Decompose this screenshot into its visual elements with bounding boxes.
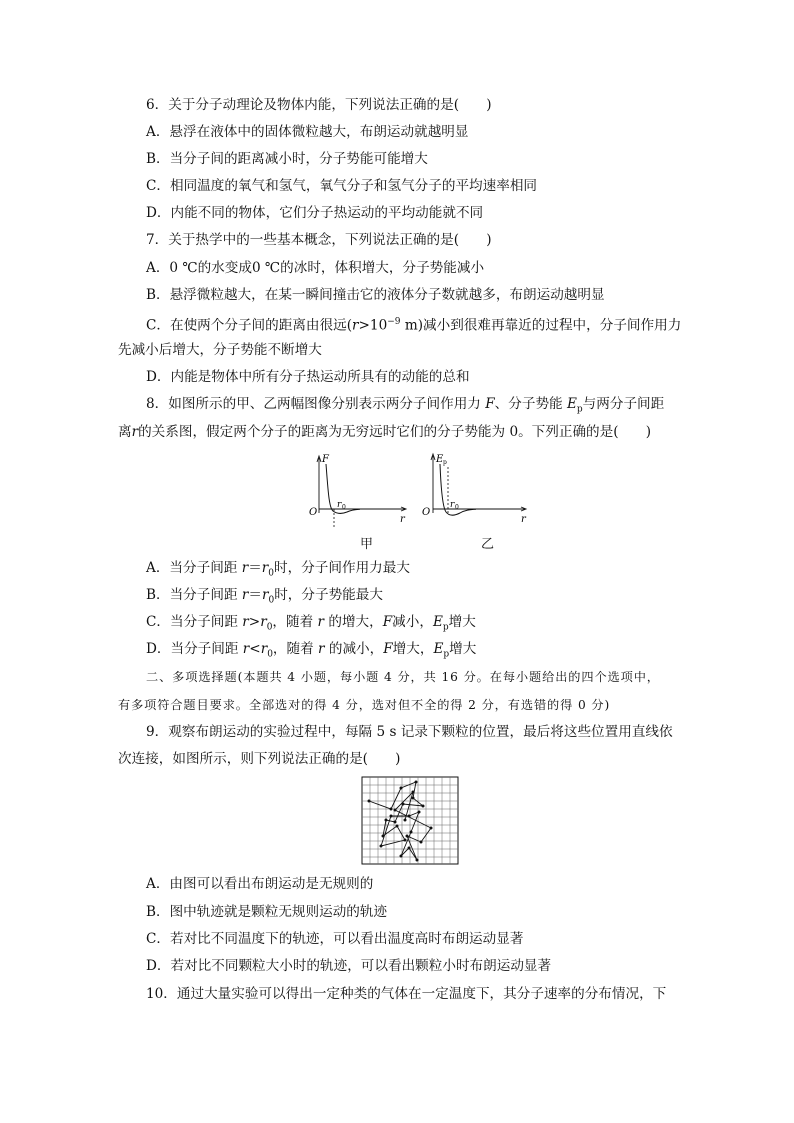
var-r: r <box>241 587 249 603</box>
var-r: r <box>242 641 250 657</box>
text: ＝ <box>248 560 262 576</box>
text: < <box>249 641 261 657</box>
text: 8．如图所示的甲、乙两幅图像分别表示两分子间作用力 <box>146 396 481 412</box>
origin-label: O <box>309 507 318 518</box>
text: 增大 <box>448 614 476 630</box>
q9-option-d: D．若对比不同颗粒大小时的轨迹，可以看出颗粒小时布朗运动显著 <box>146 958 552 974</box>
figure-caption-jia: 甲 <box>360 537 374 552</box>
x-axis-label: r <box>400 514 405 525</box>
text: 与两分子间距 <box>582 396 665 412</box>
text: 增大， <box>392 641 434 657</box>
q8-stem-line2 <box>118 422 651 442</box>
q6-stem: 6．关于分子动理论及物体内能，下列说法正确的是( ) <box>146 97 492 113</box>
q8-stem-line1 <box>146 394 664 420</box>
var-r: r <box>318 641 325 657</box>
r0-subscript: 0 <box>342 504 346 511</box>
var-E: E <box>432 614 443 630</box>
q7-option-d: D．内能是物体中所有分子热运动所具有的动能的总和 <box>146 369 470 385</box>
q7-option-c-line2: 先减小后增大，分子势能不断增大 <box>118 342 322 358</box>
section-two-heading-line1: 二、多项选择题(本题共 4 小题，每小题 4 分，共 16 分。在每小题给出的四个选项中， <box>146 670 660 684</box>
section-two-heading-line2: 有多项符合题目要求。全部选对的得 4 分，选对但不全的得 2 分，有选错的得 0 分) <box>118 698 611 712</box>
r0-subscript: 0 <box>455 504 459 511</box>
q9-option-a: A．由图可以看出布朗运动是无规则的 <box>146 876 374 892</box>
q6-option-b: B．当分子间的距离减小时，分子势能可能增大 <box>146 151 428 167</box>
text: 的增大， <box>324 614 383 630</box>
r0-label: r <box>450 500 455 510</box>
q8-option-c <box>146 612 476 638</box>
q9-option-c: C．若对比不同温度下的轨迹，可以看出温度高时布朗运动显著 <box>146 931 524 947</box>
text: ，随着 <box>272 614 318 630</box>
text: ，随着 <box>272 641 319 657</box>
var-F: F <box>485 396 495 412</box>
var-r: r <box>317 614 325 630</box>
y-axis-subscript: p <box>443 459 447 466</box>
q9-stem-line2: 次连接，如图所示，则下列说法正确的是( ) <box>118 751 401 767</box>
text: 时，分子势能最大 <box>274 587 383 603</box>
text: 减小， <box>392 614 433 630</box>
q7-option-a: A．0 ℃的水变成0 ℃的冰时，体积增大，分子势能减小 <box>146 260 485 276</box>
text: A．当分子间距 <box>146 560 242 576</box>
text: 的关系图，假定两个分子的距离为无穷远时它们的分子势能为 0。下列正确的是( ) <box>138 424 652 440</box>
text: C．当分子间距 <box>146 614 243 630</box>
exponent: −9 <box>387 317 401 327</box>
q8-option-d <box>146 639 476 665</box>
text: >10 <box>358 317 388 334</box>
text: ＝ <box>248 587 262 603</box>
r0-label: r <box>337 500 342 510</box>
var-r0: r <box>260 614 267 630</box>
text: C．在使两个分子间的距离由很远( <box>146 317 353 334</box>
q7-stem: 7．关于热学中的一些基本概念，下列说法正确的是( ) <box>146 232 492 248</box>
text: B．当分子间距 <box>146 587 242 603</box>
figure-force-curve <box>306 450 410 530</box>
q9-option-b: B．图中轨迹就是颗粒无规则运动的轨迹 <box>146 904 388 920</box>
y-axis-label: F <box>322 454 329 465</box>
q9-stem-line1: 9．观察布朗运动的实验过程中，每隔 5 s 记录下颗粒的位置，最后将这些位置用直线依 <box>146 724 673 740</box>
text: 的减小， <box>324 641 384 657</box>
y-axis-label: E <box>436 454 444 465</box>
subscript: p <box>576 404 583 415</box>
text: 增大 <box>449 641 477 657</box>
q7-option-b: B．悬浮微粒越大，在某一瞬间撞击它的液体分子数就越多，布朗运动越明显 <box>146 287 605 303</box>
var-E: E <box>433 641 444 657</box>
text: D．当分子间距 <box>146 641 243 657</box>
text: > <box>248 614 261 630</box>
q10-stem-line1: 10．通过大量实验可以得出一定种类的气体在一定温度下，其分子速率的分布情况，下 <box>146 986 667 1002</box>
subscript: p <box>443 649 450 660</box>
var-E: E <box>566 396 577 412</box>
subscript: p <box>442 622 449 633</box>
text: m)减小到很难再靠近的过程中，分子间作用力 <box>400 317 682 334</box>
var-r0: r <box>261 587 269 603</box>
q6-option-d: D．内能不同的物体，它们分子热运动的平均动能就不同 <box>146 205 484 221</box>
origin-label: O <box>422 507 431 518</box>
x-axis-label: r <box>521 514 526 525</box>
figure-brownian-grid <box>361 776 459 865</box>
q8-option-a <box>146 558 410 584</box>
var-r: r <box>131 424 139 440</box>
q6-option-c: C．相同温度的氧气和氢气，氧气分子和氢气分子的平均速率相同 <box>146 178 538 194</box>
q8-option-b <box>146 585 383 611</box>
var-r0: r <box>261 560 269 576</box>
subscript: 0 <box>267 649 273 660</box>
var-F: F <box>383 641 393 657</box>
text: 离 <box>118 424 132 440</box>
var-F: F <box>382 614 393 630</box>
var-r: r <box>242 614 249 630</box>
var-r0: r <box>260 641 268 657</box>
text: 时，分子间作用力最大 <box>274 560 410 576</box>
text: 、分子势能 <box>494 396 563 412</box>
var-r: r <box>352 317 359 334</box>
subscript: 0 <box>268 568 275 579</box>
figure-potential-curve <box>418 450 530 530</box>
figure-caption-yi: 乙 <box>481 537 495 552</box>
q6-option-a: A．悬浮在液体中的固体微粒越大，布朗运动就越明显 <box>146 124 469 140</box>
var-r: r <box>241 560 249 576</box>
q7-option-c-line1 <box>146 312 681 336</box>
subscript: 0 <box>266 622 273 633</box>
subscript: 0 <box>268 595 275 606</box>
